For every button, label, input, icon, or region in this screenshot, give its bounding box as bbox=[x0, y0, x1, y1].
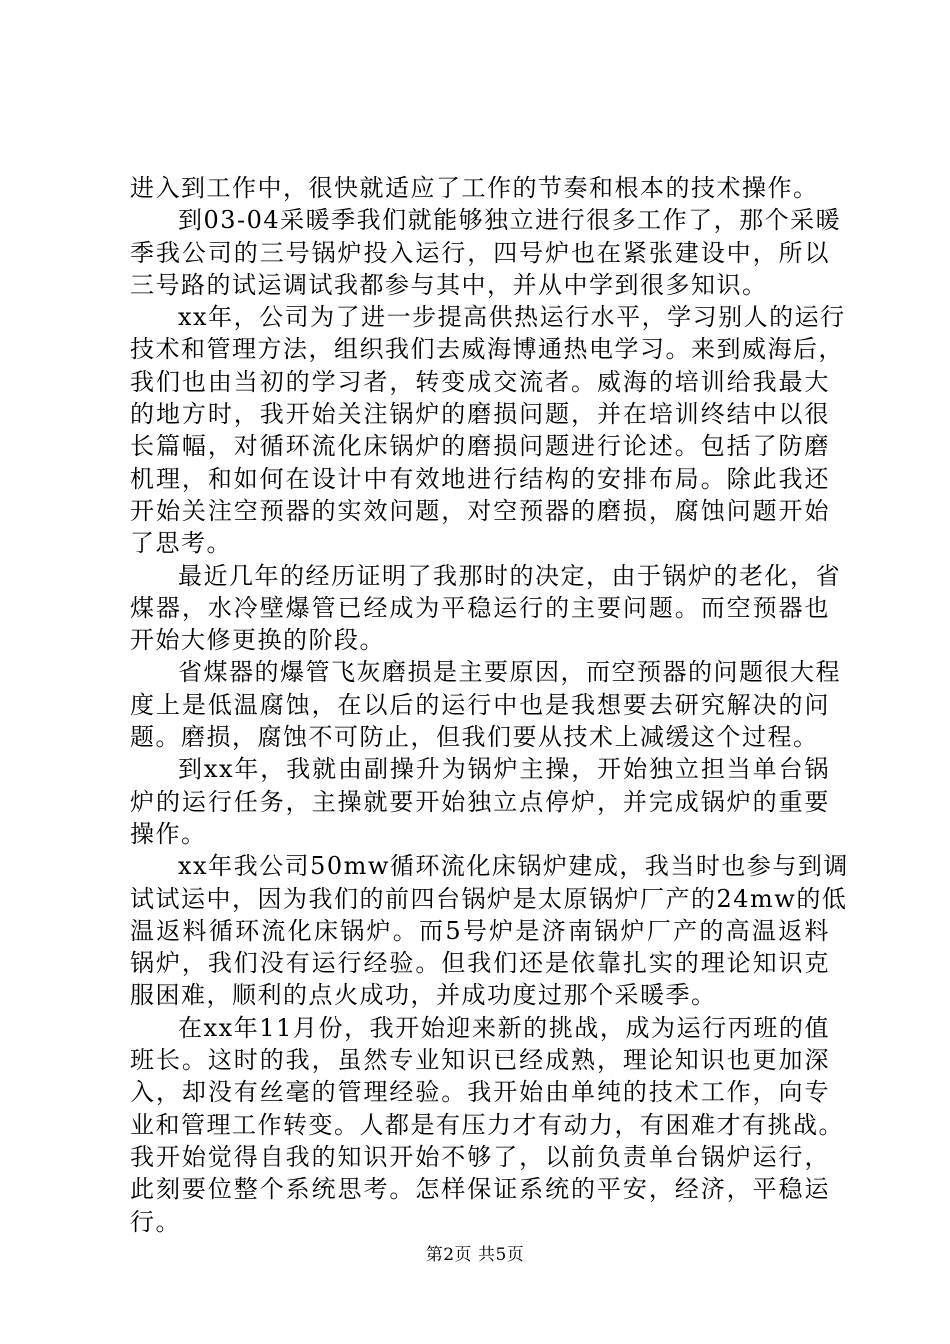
text-line: 服困难，顺利的点火成功，并成功度过那个采暖季。 bbox=[130, 981, 717, 1010]
page-number-footer: 第2页 共5页 bbox=[425, 1245, 525, 1265]
text-line: 季我公司的三号锅炉投入运行，四号炉也在紧张建设中，所以 bbox=[130, 238, 830, 267]
document-body bbox=[130, 172, 849, 1238]
text-line: 行。 bbox=[130, 1207, 181, 1236]
text-line: 机理，和如何在设计中有效地进行结构的安排布局。除此我还 bbox=[130, 464, 830, 493]
text-line: xx年，公司为了进一步提高供热运行水平，学习别人的运行 bbox=[178, 303, 846, 332]
text-line: 技术和管理方法，组织我们去威海博通热电学习。来到威海后， bbox=[130, 335, 844, 364]
text-line: 了思考。 bbox=[130, 529, 232, 558]
text-line: 班长。这时的我，虽然专业知识已经成熟，理论知识也更加深 bbox=[130, 1046, 830, 1075]
text-line: 进入到工作中，很快就适应了工作的节奏和根本的技术操作。 bbox=[130, 174, 819, 202]
text-line: 三号路的试运调试我都参与其中，并从中学到很多知识。 bbox=[130, 270, 768, 299]
text-line: 此刻要位整个系统思考。怎样保证系统的平安，经济，平稳运 bbox=[130, 1175, 830, 1204]
text-line: 的地方时，我开始关注锅炉的磨损问题，并在培训终结中以很 bbox=[130, 400, 830, 429]
text-line: 题。磨损，腐蚀不可防止，但我们要从技术上减缓这个过程。 bbox=[130, 723, 819, 752]
text-line: xx年我公司50mw循环流化床锅炉建成，我当时也参与到调 bbox=[178, 852, 849, 881]
text-line: 开始大修更换的阶段。 bbox=[130, 626, 385, 655]
text-line: 试试运中，因为我们的前四台锅炉是太原锅炉厂产的24mw的低 bbox=[130, 884, 848, 913]
text-line: 开始关注空预器的实效问题，对空预器的磨损，腐蚀问题开始 bbox=[130, 496, 830, 525]
text-line: 入，却没有丝毫的管理经验。我开始由单纯的技术工作，向专 bbox=[130, 1078, 830, 1107]
text-line: 我们也由当初的学习者，转变成交流者。威海的培训给我最大 bbox=[130, 367, 830, 396]
text-line: 度上是低温腐蚀，在以后的运行中也是我想要去研究解决的问 bbox=[130, 690, 830, 719]
text-line: 省煤器的爆管飞灰磨损是主要原因，而空预器的问题很大程 bbox=[178, 658, 841, 687]
text-line: 最近几年的经历证明了我那时的决定，由于锅炉的老化，省 bbox=[178, 561, 841, 590]
text-line: 业和管理工作转变。人都是有压力才有动力，有困难才有挑战。 bbox=[130, 1110, 844, 1139]
text-line: 温返料循环流化床锅炉。而5号炉是济南锅炉厂产的高温返料 bbox=[130, 916, 830, 945]
text-line: 煤器，水冷壁爆管已经成为平稳运行的主要问题。而空预器也 bbox=[130, 593, 830, 622]
text-line: 到03-04采暖季我们就能够独立进行很多工作了，那个采暖 bbox=[178, 206, 842, 235]
text-line: 在xx年11月份，我开始迎来新的挑战，成为运行丙班的值 bbox=[178, 1013, 830, 1042]
text-line: 操作。 bbox=[130, 819, 207, 848]
text-line: 到xx年，我就由副操升为锅炉主操，开始独立担当单台锅 bbox=[178, 755, 830, 784]
text-line: 炉的运行任务，主操就要开始独立点停炉，并完成锅炉的重要 bbox=[130, 787, 830, 816]
text-line: 锅炉，我们没有运行经验。但我们还是依靠扎实的理论知识克 bbox=[130, 949, 830, 978]
text-line: 长篇幅，对循环流化床锅炉的磨损问题进行论述。包括了防磨 bbox=[130, 432, 830, 461]
text-line: 我开始觉得自我的知识开始不够了，以前负责单台锅炉运行， bbox=[130, 1142, 830, 1171]
